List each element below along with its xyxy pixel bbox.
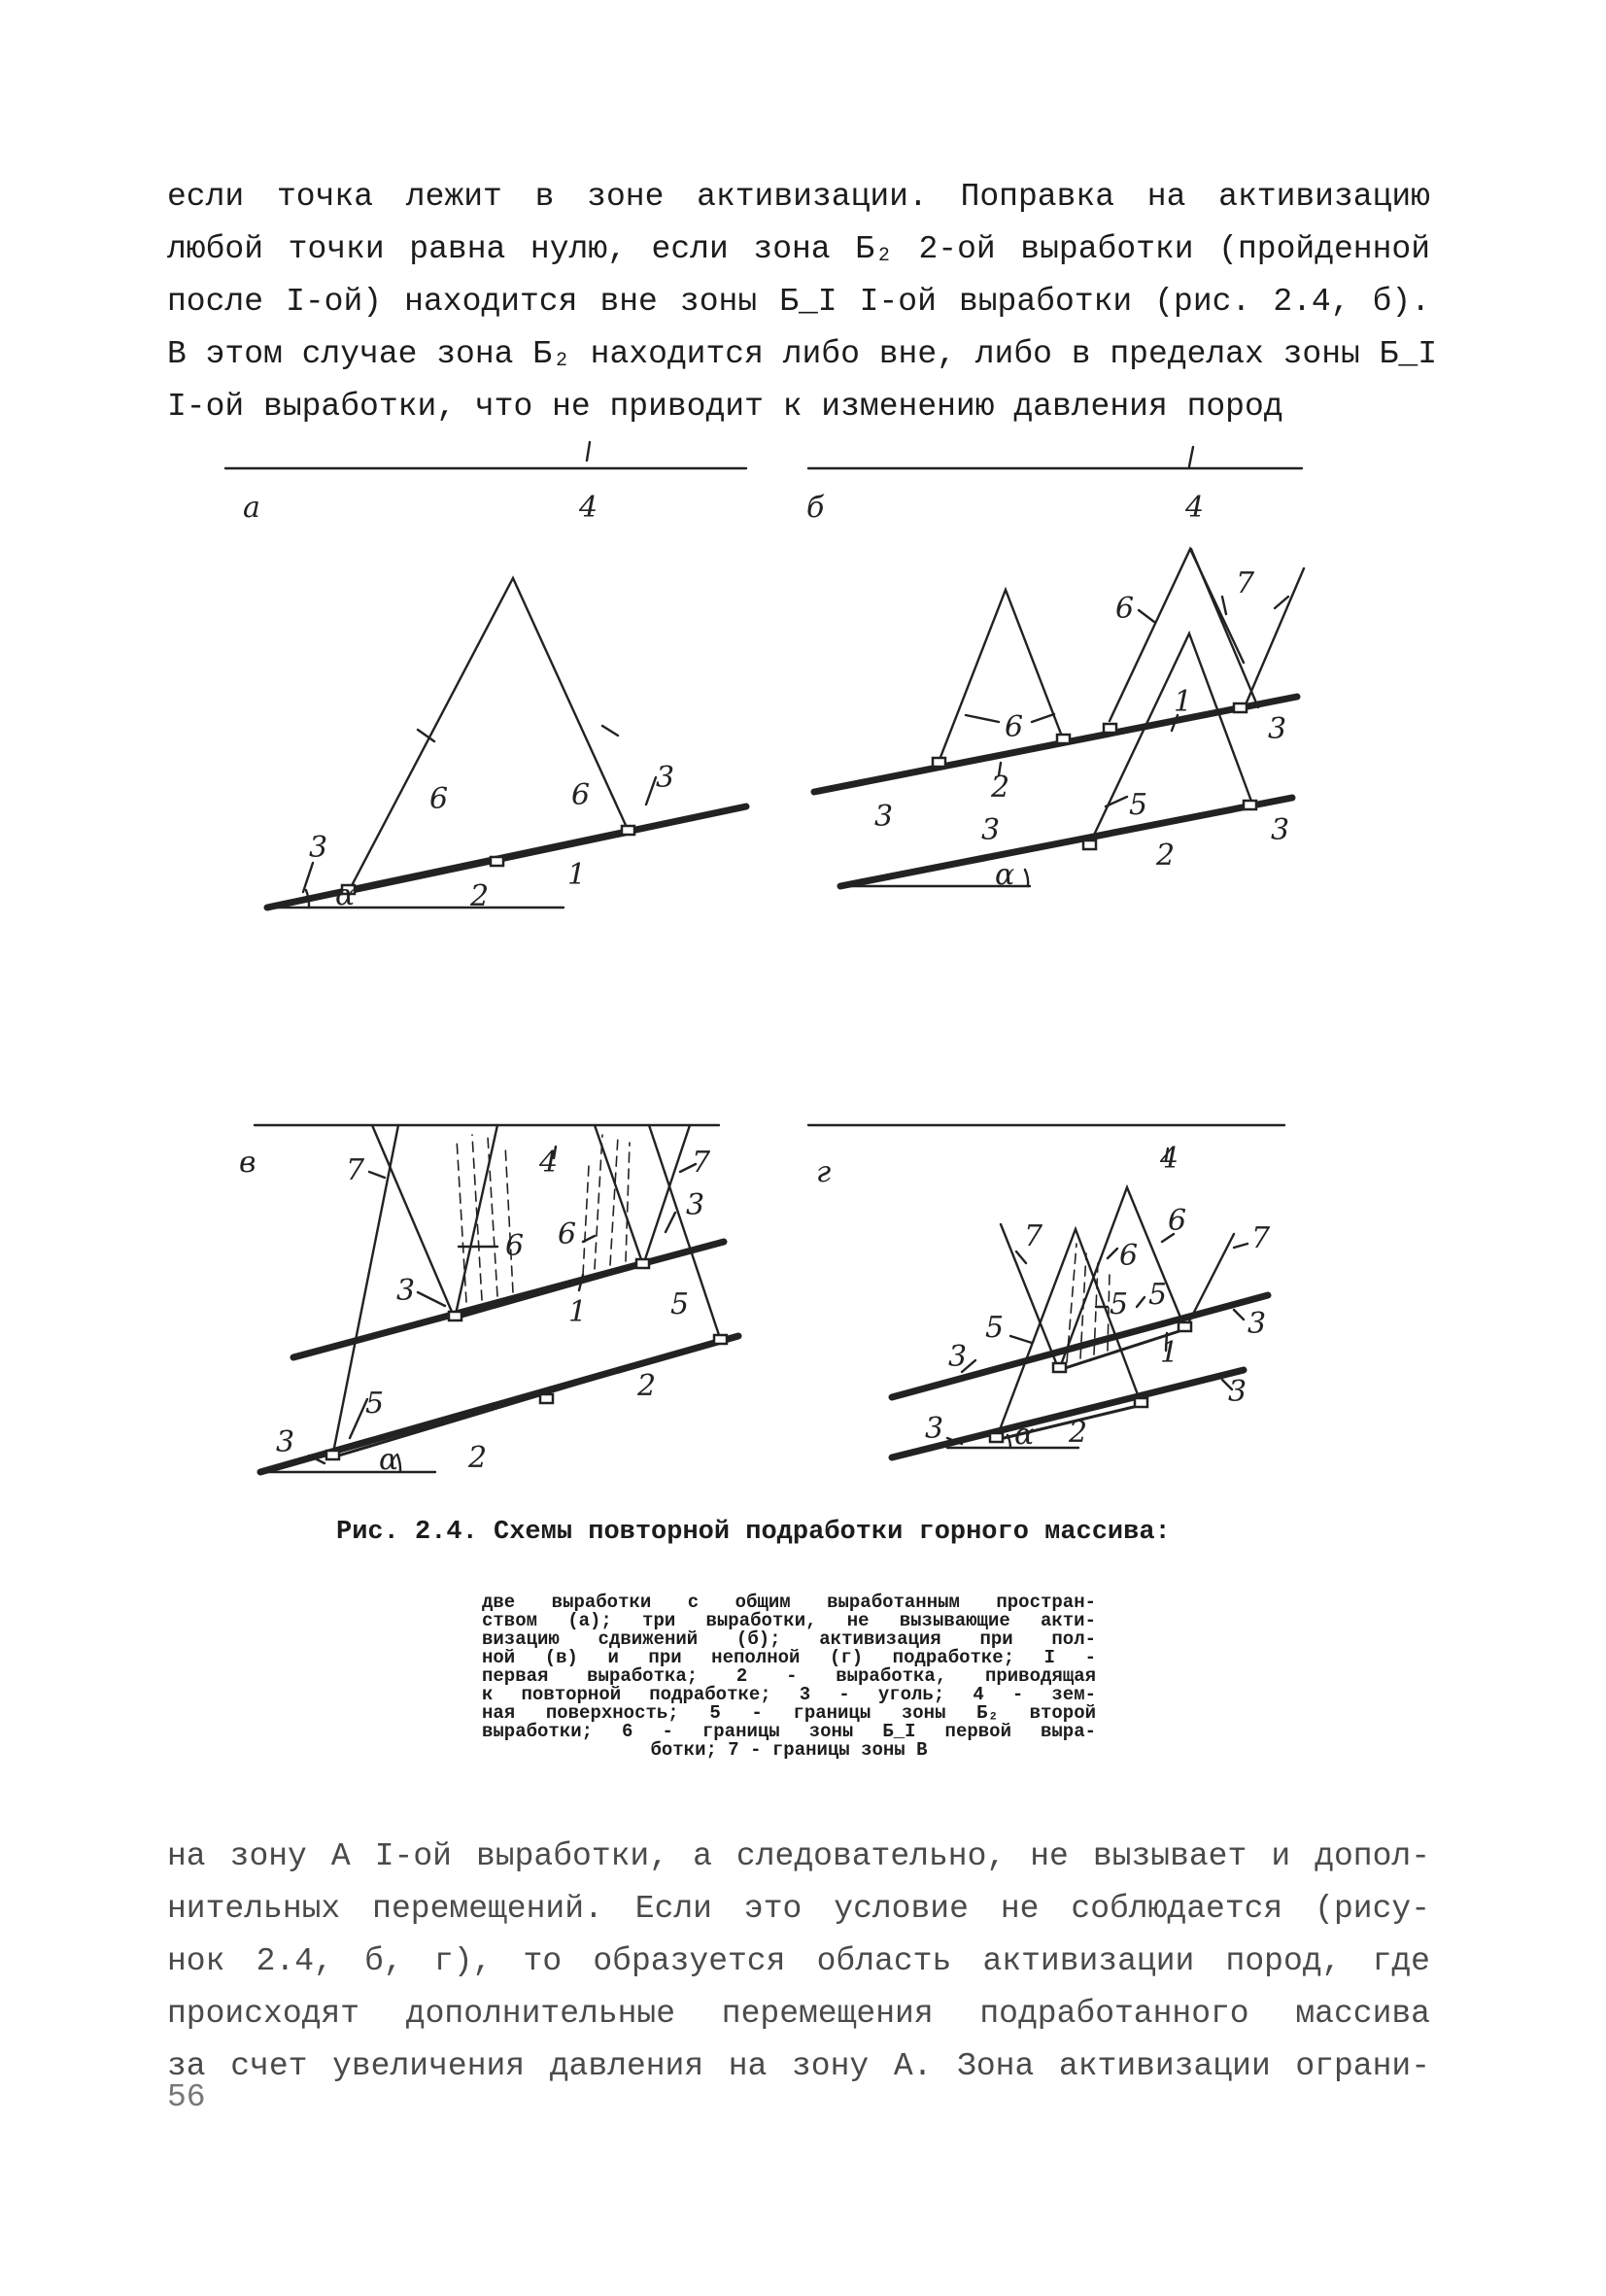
- leader-line: [1234, 1244, 1247, 1248]
- working-marker: [933, 758, 945, 767]
- label-3: 3: [1268, 712, 1287, 746]
- panel-a: [225, 442, 746, 908]
- text-line: I-ой выработки, что не приводит к изменению давления пород: [167, 389, 1283, 425]
- label-6: 6: [1005, 710, 1024, 744]
- label-3: 3: [981, 813, 1001, 847]
- leader-line: [369, 1172, 385, 1178]
- zone-b1-boundary: [455, 1125, 497, 1319]
- label-2: 2: [470, 879, 490, 913]
- figure-caption-title: Рис. 2.4. Схемы повторной подработки горного массива:: [336, 1518, 1171, 1547]
- panel-letter-v: в: [239, 1146, 256, 1180]
- legend-line: ботки; 7 - границы зоны В: [650, 1739, 928, 1761]
- paragraph-top: [167, 171, 1438, 433]
- text-line: нок 2.4, б, г), то образуется область активизации пород, где: [167, 1943, 1430, 1979]
- label-3: 3: [1247, 1307, 1267, 1341]
- leader-line: [587, 442, 590, 461]
- panel-letter-a: а: [243, 491, 260, 525]
- label-3: 3: [276, 1425, 295, 1459]
- paragraph-bottom: [167, 1831, 1430, 2093]
- working-marker: [491, 857, 503, 866]
- panel-letter-b: б: [806, 491, 825, 525]
- leader-line: [1222, 597, 1226, 614]
- legend-line: первая выработка; 2 - выработка, приводящая: [482, 1665, 1096, 1687]
- label-4: 4: [1160, 1142, 1179, 1176]
- working-marker: [1234, 703, 1247, 712]
- label-7: 7: [346, 1153, 365, 1187]
- text-line: после I-ой) находится вне зоны Б_I I-ой выработки (рис. 2.4, б).: [167, 284, 1430, 320]
- panel-g: [808, 1125, 1284, 1457]
- label-5: 5: [670, 1287, 690, 1321]
- working-marker: [1104, 724, 1116, 733]
- leader-line: [666, 1213, 675, 1232]
- legend-line: ством (а); три выработки, не вызывающие акти-: [482, 1610, 1096, 1631]
- label-5: 5: [1110, 1287, 1129, 1321]
- leader-line: [1010, 1336, 1032, 1343]
- working-marker: [449, 1312, 461, 1320]
- label-6: 6: [558, 1217, 577, 1251]
- legend-line: к повторной подработке; 3 - уголь; 4 - зем-: [482, 1684, 1096, 1705]
- working-marker: [326, 1451, 339, 1459]
- text-line: любой точки равна нулю, если зона Б₂ 2-ой выработки (пройденной: [167, 231, 1430, 267]
- zone-b1-boundary-small: [938, 590, 1064, 765]
- label-5: 5: [985, 1311, 1005, 1345]
- label-4: 4: [539, 1146, 559, 1180]
- figure-drawing: [0, 428, 1606, 1516]
- label-6: 6: [571, 778, 591, 812]
- zone-v-boundary: [643, 1125, 690, 1265]
- label-3: 3: [1228, 1375, 1247, 1409]
- label-2: 2: [1069, 1416, 1088, 1450]
- working-marker: [1057, 735, 1070, 743]
- leader-line: [1137, 1297, 1145, 1307]
- label-4: 4: [579, 491, 598, 525]
- workings-line-lower: [332, 1341, 721, 1457]
- label-6: 6: [1115, 592, 1135, 626]
- label-7: 7: [1251, 1221, 1271, 1255]
- text-line: на зону А I-ой выработки, а следовательно, не вызывает и допол-: [167, 1838, 1430, 1874]
- label-3: 3: [686, 1188, 705, 1222]
- legend-line: две выработки с общим выработанным простран-: [482, 1592, 1096, 1613]
- legend-line: выработки; 6 - границы зоны Б_I первой выра-: [482, 1721, 1096, 1742]
- label-alpha: α: [335, 878, 356, 912]
- label-alpha: α: [1014, 1418, 1035, 1452]
- label-3: 3: [948, 1340, 968, 1374]
- leader-line: [1139, 610, 1154, 622]
- working-marker: [714, 1335, 727, 1344]
- legend-line: ная поверхность; 5 - границы зоны Б₂ второй: [482, 1702, 1096, 1724]
- working-marker: [1083, 840, 1096, 849]
- leader-line: [1108, 1249, 1117, 1258]
- page-number: 56: [167, 2079, 206, 2115]
- label-7: 7: [1024, 1219, 1043, 1253]
- figure-caption-legend: [482, 1593, 1096, 1760]
- label-alpha: α: [379, 1443, 399, 1477]
- label-3: 3: [396, 1274, 416, 1308]
- label-2: 2: [468, 1441, 488, 1475]
- leader-line: [966, 715, 999, 722]
- label-3: 3: [656, 761, 675, 795]
- text-line: происходят дополнительные перемещения подработанного массива: [167, 1996, 1430, 2032]
- figure-2-4: [0, 428, 1606, 1516]
- label-6: 6: [1168, 1204, 1187, 1238]
- text-line: если точка лежит в зоне активизации. Поправка на активизацию: [167, 179, 1430, 215]
- angle-arc: [1025, 870, 1028, 886]
- label-2: 2: [637, 1369, 657, 1403]
- panel-letter-g: г: [816, 1155, 832, 1189]
- leader-line: [303, 863, 313, 892]
- zone-v-boundary: [1185, 1234, 1234, 1329]
- label-2: 2: [1156, 839, 1176, 873]
- working-marker: [540, 1394, 553, 1403]
- label-3: 3: [1271, 813, 1290, 847]
- leader-line: [602, 726, 618, 736]
- label-3: 3: [309, 831, 328, 865]
- label-5: 5: [1148, 1278, 1168, 1312]
- panel-v: [255, 1125, 738, 1472]
- leader-line: [1234, 1310, 1244, 1319]
- label-5: 5: [365, 1387, 385, 1421]
- label-6: 6: [505, 1229, 525, 1263]
- working-marker: [1244, 801, 1256, 809]
- label-6: 6: [429, 782, 449, 816]
- workings-line-upper: [455, 1265, 643, 1319]
- text-line: за счет увеличения давления на зону А. Зона активизации ограни-: [167, 2048, 1430, 2084]
- label-alpha: α: [995, 858, 1015, 892]
- label-7: 7: [1236, 566, 1255, 600]
- legend-line: визацию сдвижений (б); активизация при пол-: [482, 1628, 1096, 1650]
- label-1: 1: [1160, 1336, 1179, 1370]
- coal-seam-lower: [840, 798, 1292, 886]
- text-line: В этом случае зона Б₂ находится либо вне, либо в пределах зоны Б_I: [167, 336, 1438, 372]
- working-marker: [1135, 1398, 1147, 1407]
- label-5: 5: [1129, 788, 1148, 822]
- leader-line: [646, 777, 656, 805]
- working-marker: [1053, 1363, 1066, 1372]
- label-1: 1: [568, 1295, 588, 1329]
- label-1: 1: [1174, 685, 1193, 719]
- working-marker: [636, 1259, 649, 1268]
- label-3: 3: [874, 800, 894, 834]
- leader-line: [1275, 597, 1288, 608]
- label-3: 3: [925, 1412, 944, 1446]
- legend-line: ной (в) и при неполной (г) подработке; I -: [482, 1647, 1096, 1668]
- label-7: 7: [692, 1146, 711, 1180]
- label-4: 4: [1185, 491, 1205, 525]
- coal-seam-upper: [814, 697, 1297, 792]
- leader-line: [418, 1292, 445, 1306]
- zone-b1-boundary: [348, 578, 630, 893]
- leader-line: [1189, 447, 1193, 466]
- label-2: 2: [991, 771, 1010, 805]
- label-6: 6: [1119, 1239, 1139, 1273]
- working-marker: [1179, 1322, 1191, 1331]
- zone-b2-boundary: [1088, 634, 1253, 847]
- leader-line: [1032, 714, 1054, 722]
- working-marker: [990, 1433, 1003, 1442]
- text-line: нительных перемещений. Если это условие не соблюдается (рису-: [167, 1891, 1430, 1927]
- working-marker: [622, 826, 634, 835]
- label-1: 1: [567, 858, 587, 892]
